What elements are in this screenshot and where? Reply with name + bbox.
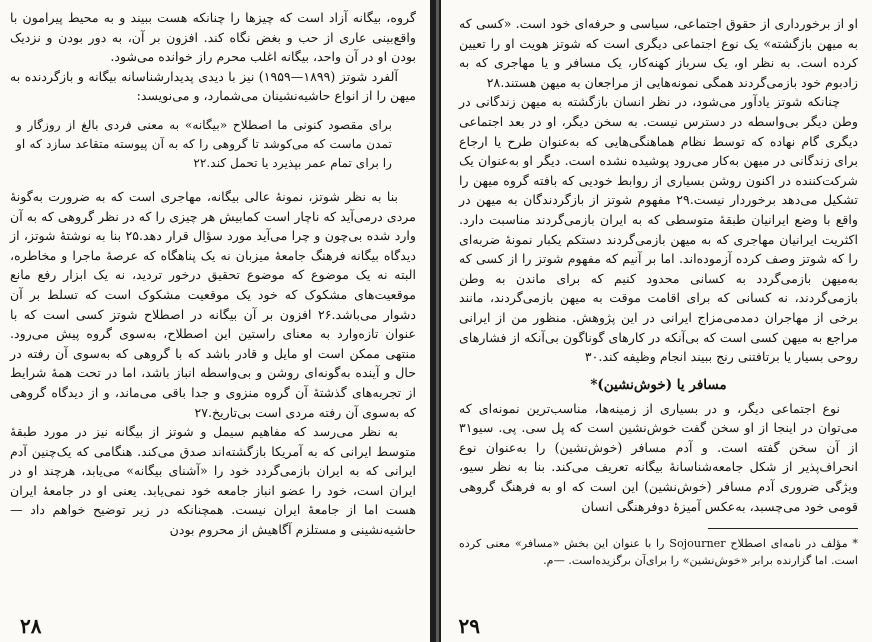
block-quote: برای مقصود کنونی ما اصطلاح «بیگانه» به معنی فردی بالغ از روزگار و تمدن ماست که می‌کوشد تا گروهی را که به آن پیوسته متقاعد سازد که او را برای تمام عمر بپذیرد یا تحمل کند.۲۲ — [16, 117, 392, 170]
right-page-body — [459, 14, 858, 367]
left-paragraph-2: آلفرد شوتز (۱۸۹۹—۱۹۵۹) نیز با دیدی پدیدارشناسانه بیگانه و بازگردنده به میهن را از انواع حاشیه‌نشینان می‌شمارد، و می‌نویسد: — [10, 68, 416, 104]
left-paragraph-4: به نظر می‌رسد که مفاهیم سیمل و شوتز از بیگانه نیز در مورد طبقهٔ متوسط ایرانی که به آمریکا بازگشته‌اند صدق می‌کند. هنگامی که یک‌چنین آدم ایرانی که به ایران بازمی‌گردد خود را «آشنای بیگانه» می‌یابد، هرچند او در ایران است، خود را عضو انباز جامعه خود نمی‌یابد. یعنی او در جامعهٔ ایران هست اما از جامعهٔ ایران نیست. همچنانکه در زیر توضیح خواهم داد — حاشیه‌نشینی و مستلزم آگاهیش از محروم بودن — [10, 424, 416, 538]
right-section-body — [459, 399, 858, 517]
right-page — [441, 0, 872, 642]
left-paragraph-3: بنا به نظر شوتز، نمونهٔ عالی بیگانه، مهاجری است که به ضرورت به‌گونهٔ مردی درمی‌آید که ناچار است کمابیش هر چیزی را که در نظر گروهی که به آن وارد شده بی‌چون و چرا می‌آید مورد سؤال قرار دهد.۲۵ بنا به نوشتهٔ شوتز، از دیدگاه بیگانه فرهنگ جامعهٔ میزبان نه یک پناهگاه که عرصهٔ ماجرا و مخاطره، البته نه یک موضوع که موضوع تحقیق درخور تردید، نه یک ابزار رفع مانع موقعیت‌های مشکوک که خود یک موقعیت مشکوک است که تسلط بر آن دشوار می‌باشد.۲۶ افزون بر آن بیگانه در اصطلاح شوتز کسی است که با عنوان تازه‌وارد به معنای راستین این اصطلاح، به‌سوی گروه پیش می‌رود. منتهی ممکن است او مایل و قادر باشد که با گروهی که به‌سوی آن رفته در حال و آینده به‌گونه‌ای روشن و بی‌واسطه انباز باشد، اما در تحت همهٔ شرایط از تجربه‌های گذشتهٔ آن گروه منزوی و جدا باقی می‌ماند، و از دیدگاه گروهی که به‌سوی آن رفته مردی است بی‌تاریخ.۲۷ — [10, 188, 416, 420]
gutter-highlight — [436, 0, 439, 642]
right-paragraph-2: چنانکه شوتز یادآور می‌شود، در نظر انسان بازگشته به میهن زندگانی در وطن دیگر بی‌واسطه در دسترس نیست. به سخن دیگر، او در بعد اجتماعی دیگری گام نهاده که توسط نظام هماهنگی‌هایی که به‌عنوان طرح یا ارجاع برای زندگانی در میهن به‌کار می‌رود پوشیده نشده است. دیگر او به‌عنوان یک شرکت‌کننده در اکنون روشن بسیاری از روابط خودیی که بافته گروه میهن را تشکیل می‌دهد برخوردار نیست.۲۹ مفهوم شوتز از بازگردندگان به میهن در واقع با وضع ایرانیان طبقهٔ متوسطی که به ایران بازمی‌گردند مناسبت دارد. اکثریت ایرانیان مهاجری که به میهن بازمی‌گردند دستکم یکبار نمونهٔ ضربه‌ای را که شوتز وصف کرده آزموده‌اند. اما بر آنیم که مفهوم شوتز را از کسی که به‌میهن بازمی‌گردد به کسانی محدود کنیم که برای ماندن به وطن بازمی‌گردند، نه کسانی که برای اقامت موقت به میهن بازمی‌گردند، مانند برخی از مهاجران دمدمی‌مزاج ایرانی در این پژوهش. منظور من از ایرانی مراجع به میهن کسی است که بی‌آنکه در کارهای گوناگون بی‌آنکه از فشارهای روحی بسیار یا برتافتنی رنج ببیند انجام وظیفه کند.۳۰ — [459, 94, 858, 365]
page-number-left: ۲۸ — [20, 614, 42, 638]
left-page-body — [10, 8, 416, 106]
section-heading: مسافر یا (خوش‌نشین)* — [590, 376, 727, 393]
right-paragraph-1: او از برخورداری از حقوق اجتماعی، سیاسی و حرفه‌ای خود است. «کسی که به میهن بازگشته» یک نوع اجتماعی دیگری است که شوتز هویت او را تعیین کرده است. به نظر او، یک سرباز کهنه‌کار، یک مسافر و یا مهاجری که به زادبوم خود بازمی‌گردند همگی نمونه‌هایی از مراجعان به میهن هستند.۲۸ — [459, 16, 858, 90]
left-page-body-continued — [10, 187, 416, 540]
footnote: * مؤلف در نامه‌ای اصطلاح Sojourner را با عنوان این بخش «مسافر» معنی کرده است. اما گزارنده برابر «خوش‌نشین» را برای‌آن برگزیده‌است. —م. — [459, 537, 858, 568]
page-number-right: ۲۹ — [458, 614, 480, 638]
left-page — [0, 0, 430, 642]
footnote-divider — [708, 528, 858, 529]
left-paragraph-1: گروه، بیگانه آزاد است که چیزها را چنانکه هست ببیند و به محیط پیرامون با واقع‌بینی عاری از حب و بغض نگاه کند. افزون بر آن، به دور بودن و نزدیک بودن او در آن واحد، بیگانه اغلب محرم راز خوانده می‌شود. — [10, 10, 416, 65]
right-paragraph-3: نوع اجتماعی دیگر، و در بسیاری از زمینه‌ها، مناسب‌ترین نمونه‌ای که می‌توان در اینجا از او سخن گفت خوش‌نشین است که پل سی. پی. سیو۳۱ از آن سخن گفته است. و آدم مسافر (خوش‌نشین) را به‌عنوان نوع انحراف‌پذیر از شکل جامعه‌شناسانهٔ بیگانه تعریف می‌کند. بنا به نظر سیو، ویژگی ضروری آدم مسافر (خوش‌نشین) این است که او به فرهنگ گروهی قومی خود می‌چسبد، به‌عکس آمیزهٔ دوفرهنگی انسان — [459, 400, 858, 514]
